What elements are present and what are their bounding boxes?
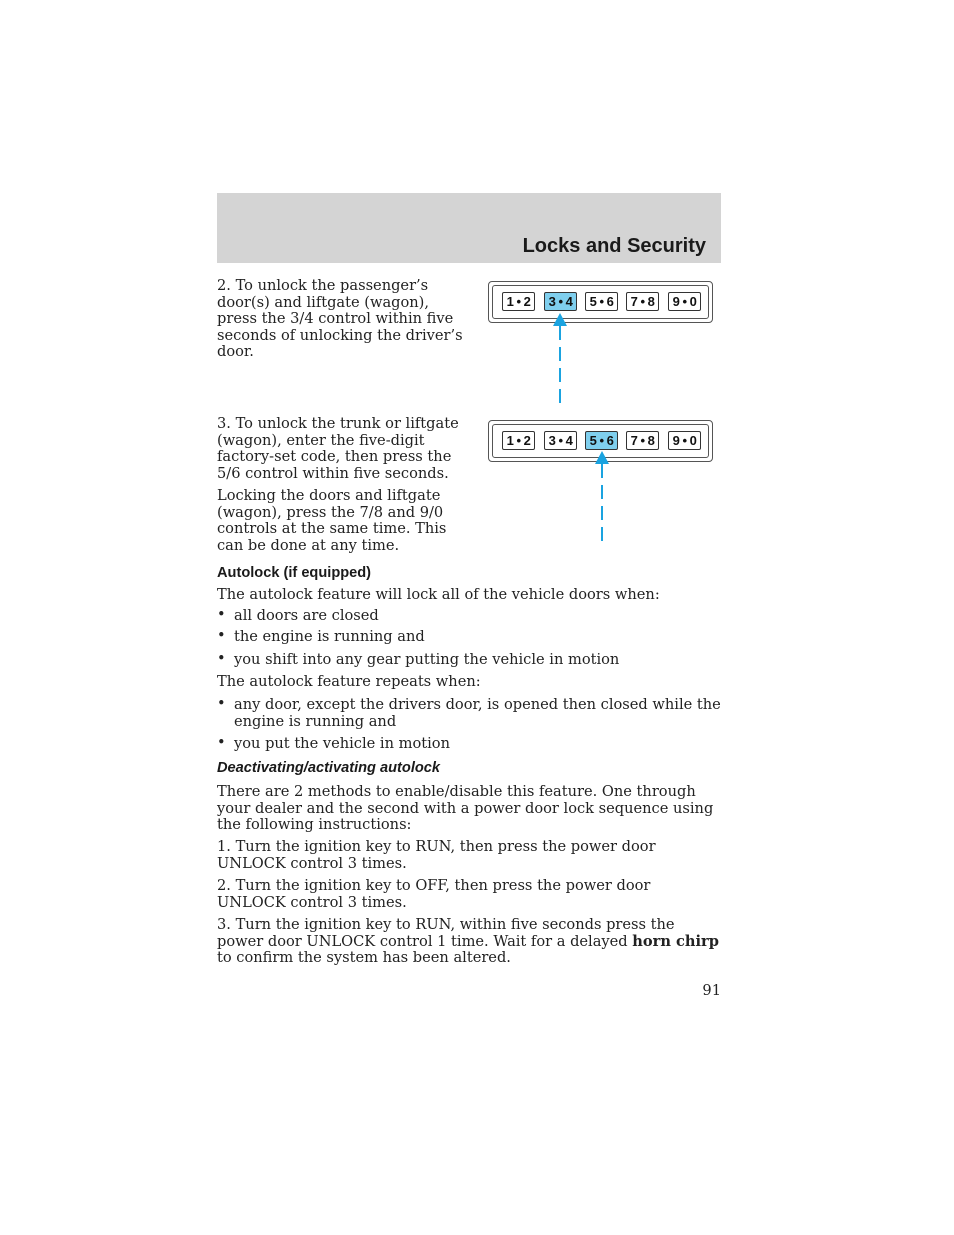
keypad-key: 9 • 0 (668, 431, 701, 450)
bullet-icon: • (217, 734, 226, 751)
deactivating-intro: There are 2 methods to enable/disable this feature. One through your dealer and the second with a power door lock sequence using the following instructions: (217, 783, 714, 834)
deactivating-step-3: 3. Turn the ignition key to RUN, within five seconds press the power door UNLOCK control 1 time. Wait for a delayed horn chirp to confirm the system has been altered. (217, 916, 719, 967)
autolock-heading: Autolock (if equipped) (217, 565, 372, 581)
list-item: • all doors are closed (217, 606, 379, 624)
bullet-icon: • (217, 695, 226, 712)
keypad-key-highlighted: 3 • 4 (544, 292, 577, 311)
keypad-key: 5 • 6 (585, 292, 618, 311)
arrow-head-icon (553, 313, 567, 326)
keypad-key: 1 • 2 (502, 431, 535, 450)
step-3-text: 3. To unlock the trunk or liftgate (wagon), enter the five-digit factory-set code, then press the 5/6 control within five seconds. (217, 415, 459, 482)
pointer-arrow-2 (592, 450, 612, 542)
autolock-intro: The autolock feature will lock all of the vehicle doors when: (217, 586, 660, 603)
bullet-icon: • (217, 627, 226, 644)
arrow-head-icon (595, 451, 609, 464)
keypad-diagram-1 (488, 281, 713, 323)
page-number: 91 (702, 982, 721, 999)
deactivating-step-1: 1. Turn the ignition key to RUN, then press the power door UNLOCK control 3 times. (217, 838, 656, 872)
keypad-key: 7 • 8 (626, 431, 659, 450)
pointer-arrow-1 (550, 312, 570, 404)
locking-text: Locking the doors and liftgate (wagon), press the 7/8 and 9/0 controls at the same time. This can be done at any time. (217, 487, 447, 554)
header-band (217, 193, 721, 263)
horn-chirp-emphasis: horn chirp (632, 932, 719, 950)
keypad-key: 7 • 8 (626, 292, 659, 311)
deactivating-heading: Deactivating/activating autolock (217, 760, 441, 776)
autolock-repeat-intro: The autolock feature repeats when: (217, 673, 481, 690)
list-item: • you put the vehicle in motion (217, 734, 450, 752)
list-item: • any door, except the drivers door, is opened then closed while the engine is running and (217, 695, 721, 730)
section-title: Locks and Security (522, 235, 706, 257)
keypad-key: 1 • 2 (502, 292, 535, 311)
keypad-key: 9 • 0 (668, 292, 701, 311)
list-item: • you shift into any gear putting the vehicle in motion (217, 650, 620, 668)
deactivating-step-2: 2. Turn the ignition key to OFF, then press the power door UNLOCK control 3 times. (217, 877, 651, 911)
bullet-icon: • (217, 650, 226, 667)
bullet-icon: • (217, 606, 226, 623)
step-2-text: 2. To unlock the passenger’s door(s) and liftgate (wagon), press the 3/4 control within five seconds of unlocking the driver’s door. (217, 277, 463, 361)
keypad-key: 3 • 4 (544, 431, 577, 450)
list-item: • the engine is running and (217, 627, 425, 645)
keypad-key-highlighted: 5 • 6 (585, 431, 618, 450)
